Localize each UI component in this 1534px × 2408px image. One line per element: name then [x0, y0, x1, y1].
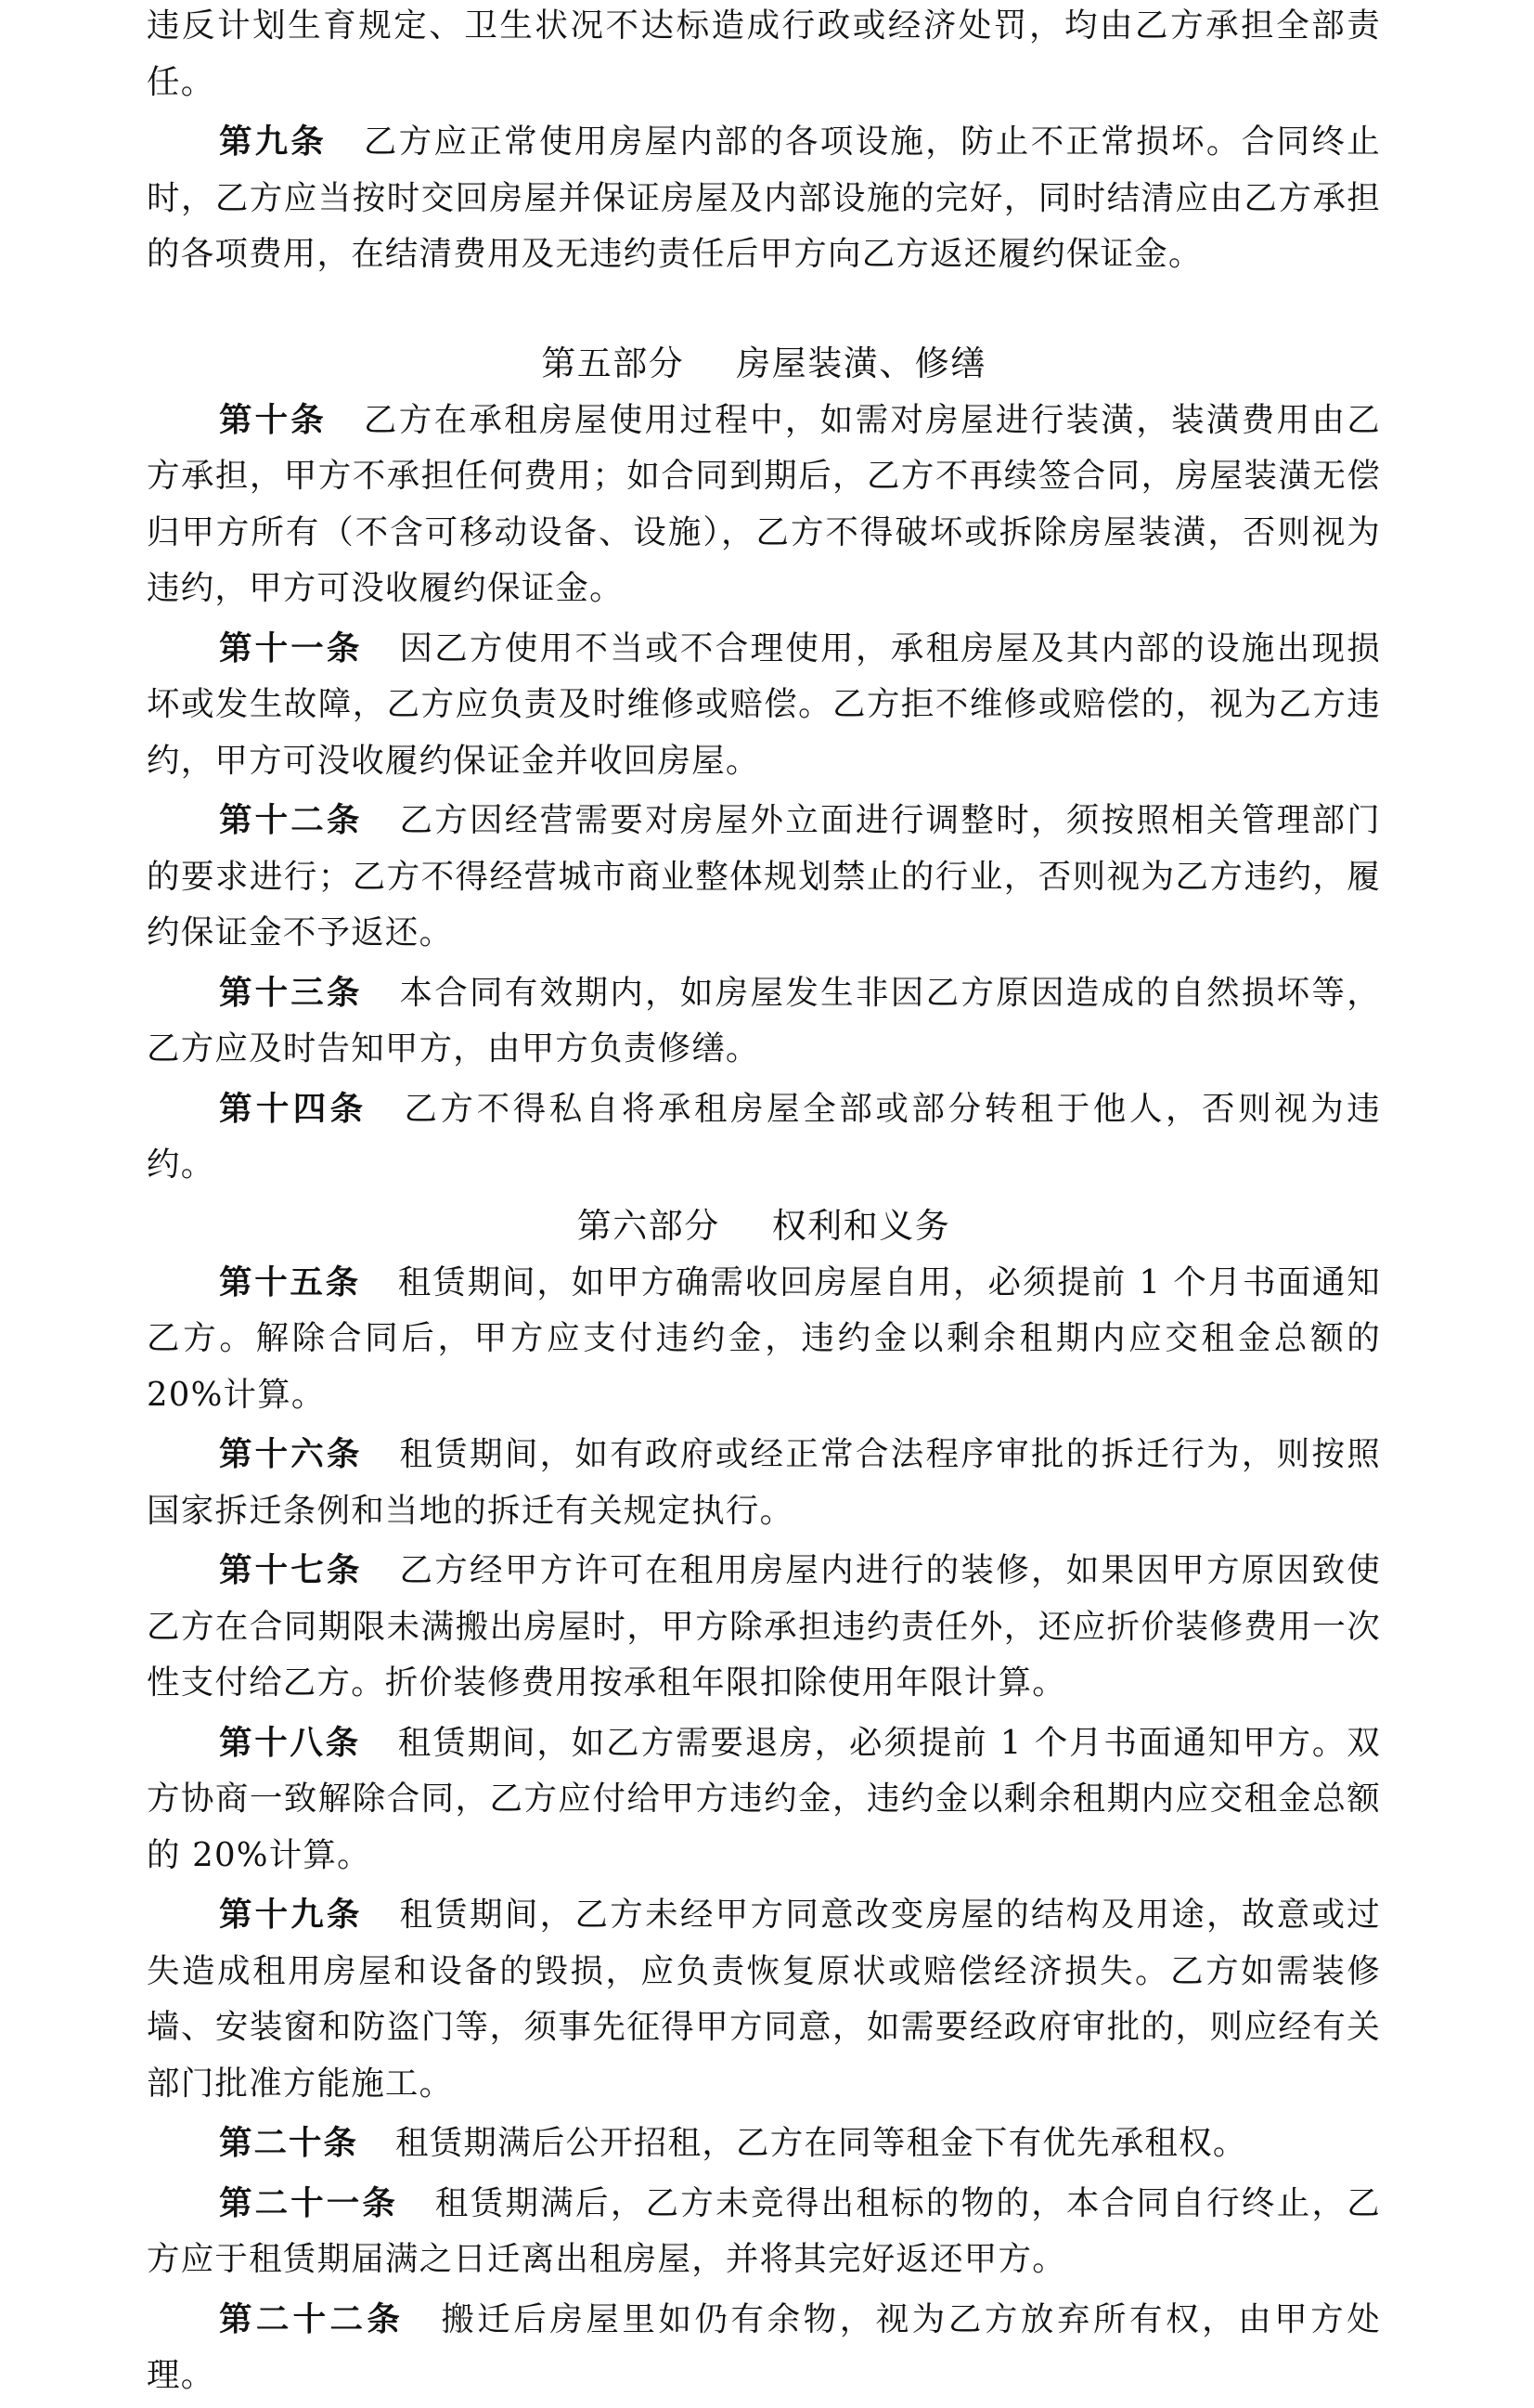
section-number: 第六部分 [576, 1205, 720, 1246]
section-title: 权利和义务 [771, 1205, 951, 1246]
article-text: 乙方在承租房屋使用过程中，如需对房屋进行装潢，装潢费用由乙方承担，甲方不承担任何费用；如合同到期后，乙方不再续签合同，房屋装潢无偿归甲方所有（不含可移动设备、设施），乙方不得破坏或拆除房屋装潢，否则视为违约，甲方可没收履约保证金。 [147, 400, 1381, 607]
article-text: 乙方经甲方许可在租用房屋内进行的装修，如果因甲方原因致使乙方在合同期限未满搬出房屋时，甲方除承担违约责任外，还应折价装修费用一次性支付给乙方。折价装修费用按承租年限扣除使用年限计算。 [147, 1551, 1381, 1702]
article-text: 租赁期间，如乙方需要退房，必须提前 1 个月书面通知甲方。双方协商一致解除合同，乙方应付给甲方违约金，违约金以剩余租期内应交租金总额的 20%计算。 [147, 1723, 1381, 1874]
paragraph-text: 违反计划生育规定、卫生状况不达标造成行政或经济处罚，均由乙方承担全部责任。 [147, 6, 1381, 101]
article-10 [147, 393, 1381, 617]
section-title: 房屋装潢、修缮 [736, 343, 986, 383]
article-text: 乙方因经营需要对房屋外立面进行调整时，须按照相关管理部门的要求进行；乙方不得经营城市商业整体规划禁止的行业，否则视为乙方违约，履约保证金不予返还。 [147, 801, 1381, 952]
article-number: 第十六条 [219, 1435, 363, 1473]
article-number: 第十一条 [219, 628, 363, 667]
article-text: 租赁期满后公开招租，乙方在同等租金下有优先承租权。 [395, 2124, 1247, 2162]
article-number: 第十五条 [219, 1262, 361, 1301]
section-spacer [147, 287, 1381, 335]
article-15 [147, 1255, 1381, 1424]
article-text: 租赁期间，乙方未经甲方同意改变房屋的结构及用途，故意或过失造成租用房屋和设备的毁损，应负责恢复原状或赔偿经济损失。乙方如需装修墙、安装窗和防盗门等，须事先征得甲方同意，如需要经政府审批的，则应经有关部门批准方能施工。 [147, 1896, 1381, 2103]
article-number: 第十四条 [219, 1089, 367, 1128]
article-number: 第十九条 [219, 1896, 363, 1934]
section-number: 第五部分 [541, 343, 685, 383]
article-22 [147, 2292, 1381, 2404]
article-text: 本合同有效期内，如房屋发生非因乙方原因造成的自然损坏等，乙方应及时告知甲方，由甲方负责修缮。 [147, 973, 1381, 1068]
contract-page [147, 0, 1381, 2408]
article-text: 租赁期间，如甲方确需收回房屋自用，必须提前 1 个月书面通知乙方。解除合同后，甲方应支付违约金，违约金以剩余租期内应交租金总额的 20%计算。 [147, 1262, 1381, 1414]
article-14 [147, 1081, 1381, 1194]
article-number: 第十七条 [219, 1551, 363, 1589]
article-18 [147, 1715, 1381, 1884]
article-20 [147, 2116, 1381, 2172]
article-12 [147, 793, 1381, 962]
article-17 [147, 1543, 1381, 1712]
article-13 [147, 965, 1381, 1078]
article-19 [147, 1887, 1381, 2112]
article-number: 第二十二条 [219, 2299, 405, 2338]
section-heading-5 [147, 335, 1381, 393]
article-16 [147, 1427, 1381, 1539]
article-text: 搬迁后房屋里如仍有余物，视为乙方放弃所有权，由甲方处理。 [147, 2299, 1381, 2394]
article-text: 乙方应正常使用房屋内部的各项设施，防止不正常损坏。合同终止时，乙方应当按时交回房屋并保证房屋及内部设施的完好，同时结清应由乙方承担的各项费用，在结清费用及无违约责任后甲方向乙方返还履约保证金。 [147, 123, 1381, 273]
article-text: 因乙方使用不当或不合理使用，承租房屋及其内部的设施出现损坏或发生故障，乙方应负责及时维修或赔偿。乙方拒不维修或赔偿的，视为乙方违约，甲方可没收履约保证金并收回房屋。 [147, 628, 1381, 780]
article-number: 第十八条 [219, 1723, 361, 1762]
article-number: 第二十条 [219, 2124, 359, 2162]
article-11 [147, 621, 1381, 790]
article-number: 第九条 [219, 123, 327, 161]
article-21 [147, 2176, 1381, 2288]
article-text: 租赁期间，如有政府或经正常合法程序审批的拆迁行为，则按照国家拆迁条例和当地的拆迁有关规定执行。 [147, 1435, 1381, 1530]
article-text: 租赁期满后，乙方未竞得出租标的物的，本合同自行终止，乙方应于租赁期届满之日迁离出租房屋，并将其完好返还甲方。 [147, 2183, 1381, 2278]
article-9 [147, 114, 1381, 283]
article-number: 第二十一条 [219, 2183, 398, 2222]
article-text: 乙方不得私自将承租房屋全部或部分转租于他人，否则视为违约。 [147, 1089, 1381, 1184]
article-number: 第十三条 [219, 973, 363, 1012]
article-number: 第十条 [219, 400, 327, 439]
article-number: 第十二条 [219, 801, 363, 839]
section-heading-6 [147, 1198, 1381, 1255]
intro-paragraph [147, 0, 1381, 110]
